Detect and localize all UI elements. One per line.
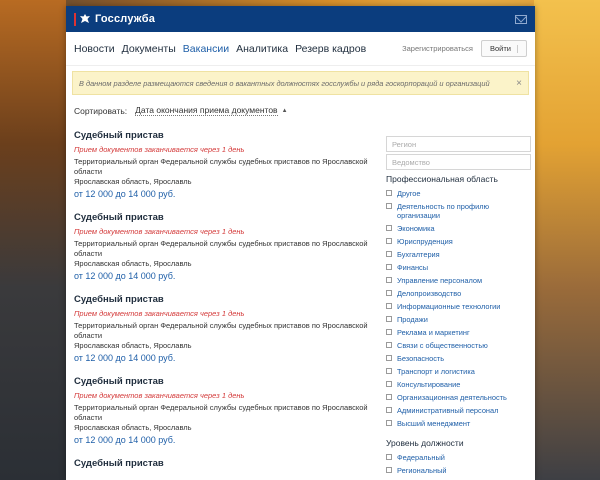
checkbox-icon[interactable] <box>386 264 392 270</box>
register-link[interactable]: Зарегистрироваться <box>402 44 473 53</box>
filter-option-label: Организационная деятельность <box>397 393 507 402</box>
checkbox-icon[interactable] <box>386 238 392 244</box>
mail-icon[interactable] <box>515 15 527 24</box>
checkbox-icon[interactable] <box>386 303 392 309</box>
filter-option[interactable] <box>386 261 531 274</box>
filter-option[interactable] <box>386 200 531 222</box>
vacancy-card <box>74 212 374 294</box>
checkbox-icon[interactable] <box>386 190 392 196</box>
sort-direction-icon[interactable]: ▲ <box>281 107 288 114</box>
vacancy-deadline: Прием документов заканчивается через 1 день <box>74 309 245 318</box>
logo-stripe <box>74 13 76 26</box>
vacancy-deadline: Прием документов заканчивается через 1 день <box>74 391 245 400</box>
login-separator <box>517 45 518 53</box>
vacancy-organization: Территориальный орган Федеральной службы судебных приставов по Ярославской области <box>74 403 368 422</box>
checkbox-icon[interactable] <box>386 342 392 348</box>
vacancy-title[interactable]: Судебный пристав <box>74 294 164 305</box>
filter-option[interactable] <box>386 404 531 417</box>
vacancy-location: Ярославская область, Ярославль <box>74 177 192 186</box>
vacancy-deadline: Прием документов заканчивается через 1 день <box>74 227 245 236</box>
filter-option-label: Административный персонал <box>397 406 499 415</box>
filter-option[interactable] <box>386 287 531 300</box>
sort-select[interactable]: Дата окончания приема документов <box>135 105 278 115</box>
checkbox-icon[interactable] <box>386 368 392 374</box>
filter-option-label: Экономика <box>397 224 435 233</box>
filter-option[interactable] <box>386 222 531 235</box>
filter-option[interactable] <box>386 417 531 430</box>
filter-option[interactable] <box>386 300 531 313</box>
filter-option-label: Консультирование <box>397 380 461 389</box>
checkbox-icon[interactable] <box>386 316 392 322</box>
vacancy-salary: от 12 000 до 14 000 руб. <box>74 189 176 199</box>
vacancy-title[interactable]: Судебный пристав <box>74 130 164 141</box>
filter-option-label: Транспорт и логистика <box>397 367 475 376</box>
vacancy-card <box>74 130 374 212</box>
vacancy-title[interactable]: Судебный пристав <box>74 458 164 469</box>
nav-documents[interactable]: Документы <box>121 42 176 55</box>
browser-page <box>66 6 535 480</box>
sort-bar <box>66 95 535 116</box>
filter-option[interactable] <box>386 274 531 287</box>
vacancy-location: Ярославская область, Ярославль <box>74 341 192 350</box>
filter-option[interactable] <box>386 235 531 248</box>
vacancy-title[interactable]: Судебный пристав <box>74 376 164 387</box>
filter-option[interactable] <box>386 451 531 464</box>
filter-option-label: Другое <box>397 189 421 198</box>
vacancy-salary: от 12 000 до 14 000 руб. <box>74 435 176 445</box>
filter-option[interactable] <box>386 339 531 352</box>
filter-option-label: Информационные технологии <box>397 302 501 311</box>
nav-personnel-reserve[interactable]: Резерв кадров <box>295 42 367 55</box>
alert-close-icon[interactable]: × <box>516 77 522 89</box>
alert-text: В данном разделе размещаются сведения о вакантных должностях госслужбы и ряда госкорпораций и организаций <box>79 78 490 88</box>
filter-option-label: Реклама и маркетинг <box>397 328 470 337</box>
eagle-emblem-icon <box>79 13 91 25</box>
filter-option-label: Деятельность по профилю организации <box>397 202 490 220</box>
filter-option[interactable] <box>386 326 531 339</box>
vacancy-deadline: Прием документов заканчивается через 1 день <box>74 145 245 154</box>
vacancy-card <box>74 458 374 480</box>
filter-heading-professional-area: Профессиональная область <box>386 174 498 184</box>
checkbox-icon[interactable] <box>386 277 392 283</box>
login-button[interactable] <box>481 40 527 57</box>
background-right <box>534 0 600 480</box>
vacancy-salary: от 12 000 до 14 000 руб. <box>74 271 176 281</box>
filter-heading-position-level: Уровень должности <box>386 438 464 448</box>
checkbox-icon[interactable] <box>386 454 392 460</box>
checkbox-icon[interactable] <box>386 355 392 361</box>
vacancy-location: Ярославская область, Ярославль <box>74 259 192 268</box>
filter-option[interactable] <box>386 378 531 391</box>
region-input[interactable]: Регион <box>386 136 531 152</box>
filter-option-label: Юриспруденция <box>397 237 453 246</box>
auth-area <box>402 40 527 57</box>
nav-analytics[interactable]: Аналитика <box>236 42 289 55</box>
vacancy-location: Ярославская область, Ярославль <box>74 423 192 432</box>
filter-option[interactable] <box>386 365 531 378</box>
filter-option-label: Высший менеджмент <box>397 419 471 428</box>
filter-option[interactable] <box>386 352 531 365</box>
filter-option-label: Делопроизводство <box>397 289 462 298</box>
checkbox-icon[interactable] <box>386 290 392 296</box>
vacancy-list <box>74 130 374 480</box>
filters-panel <box>386 136 531 477</box>
filter-option[interactable] <box>386 248 531 261</box>
checkbox-icon[interactable] <box>386 420 392 426</box>
filter-option-label: Управление персоналом <box>397 276 483 285</box>
filter-option-label: Продажи <box>397 315 428 324</box>
main-nav <box>66 32 535 66</box>
background-left <box>0 0 66 480</box>
checkbox-icon[interactable] <box>386 407 392 413</box>
vacancy-salary: от 12 000 до 14 000 руб. <box>74 353 176 363</box>
filter-option-label: Связи с общественностью <box>397 341 488 350</box>
filter-option[interactable] <box>386 187 531 200</box>
filter-option[interactable] <box>386 464 531 477</box>
checkbox-icon[interactable] <box>386 251 392 257</box>
login-button-label: Войти <box>490 44 511 53</box>
filter-option-label: Безопасность <box>397 354 445 363</box>
nav-news[interactable]: Новости <box>74 42 115 55</box>
checkbox-icon[interactable] <box>386 381 392 387</box>
filter-option-label: Федеральный <box>397 453 445 462</box>
site-brand[interactable]: Госслужба <box>95 13 156 25</box>
checkbox-icon[interactable] <box>386 203 392 209</box>
nav-vacancies[interactable]: Вакансии <box>182 42 230 55</box>
filter-option[interactable] <box>386 313 531 326</box>
filter-option[interactable] <box>386 391 531 404</box>
vacancy-card <box>74 376 374 458</box>
checkbox-icon[interactable] <box>386 225 392 231</box>
filter-option-label: Финансы <box>397 263 429 272</box>
vacancy-organization: Территориальный орган Федеральной службы судебных приставов по Ярославской области <box>74 321 368 340</box>
filter-option-label: Региональный <box>397 466 447 475</box>
info-alert <box>72 71 529 95</box>
vacancy-card <box>74 294 374 376</box>
vacancy-title[interactable]: Судебный пристав <box>74 212 164 223</box>
sort-label: Сортировать: <box>74 105 128 116</box>
authority-input[interactable]: Ведомство <box>386 154 531 170</box>
top-header <box>66 6 535 32</box>
filter-option-label: Бухгалтерия <box>397 250 440 259</box>
vacancy-organization: Территориальный орган Федеральной службы судебных приставов по Ярославской области <box>74 239 368 258</box>
checkbox-icon[interactable] <box>386 329 392 335</box>
vacancy-organization: Территориальный орган Федеральной службы судебных приставов по Ярославской области <box>74 157 368 176</box>
checkbox-icon[interactable] <box>386 467 392 473</box>
checkbox-icon[interactable] <box>386 394 392 400</box>
